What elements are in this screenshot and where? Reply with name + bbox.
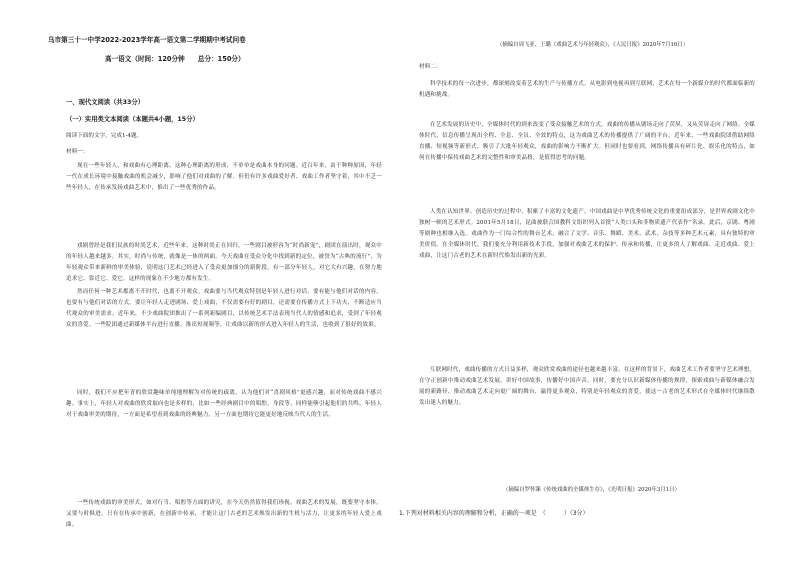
paragraph: 戏剧曾经是我们民族的时尚艺术，近些年来，这种时尚正在回归，一些剧目被形容为“时尚新宠”，剧团在演出时，观众中的年轻人越来越多。其实，时尚与传统，就像是一体的两面。今天戏曲在受众分化中找到新的定位，被誉为“古典的流行”，为年轻观众带来新鲜的审美体验，说明这门艺术已经进入了受众更加细分的新阶段，有一部分年轻人，对它大有兴趣，在努力地追求它、靠近它、爱它，这样的现象在不少地方都有发生。 xyxy=(66,243,382,283)
paragraph: 现在一些年轻人，和戏曲有心理距离。这种心理距离的形成，不单单是戏曲本身的问题。近百年来，由于种种原因，年轻一代在成长环境中接触戏曲的机会减少，影响了他们对戏曲的了解。但仍有许多戏曲爱好者、戏曲工作者坚守着，其中不乏一些年轻人，在传承发扬戏曲艺术中，推出了一些优秀的作品。 xyxy=(66,163,382,192)
source-citation: （摘编自罗怀臻《传统戏曲的全媒体生存》，《光明日报》2020年3月1日） xyxy=(503,487,680,493)
section-heading: 一、现代文阅读（共33分） xyxy=(66,99,145,106)
instruction-text: 阅读下面的文字，完成1-4题。 xyxy=(66,133,143,139)
paragraph: 互联网时代，戏曲传播的方式日益多样，观众欣赏戏曲的途径也越来越丰富。在这样的背景下，戏曲艺术工作者要坚守艺术理想，在守正创新中推动戏曲艺术发展，讲好中国故事，传播好中国声音。同时，要充分认识新媒体传播的规律，探索戏曲与新媒体融合发展的新路径，推动戏曲艺术走向更广阔的舞台，赢得更多观众，特别是年轻观众的喜爱，使这一古老的艺术形式在全媒体时代继续散发出迷人的魅力。 xyxy=(419,367,755,407)
exam-subtitle: 高一语文（时间：120分钟 总分：150分） xyxy=(105,55,245,63)
question-1: 1.下列对材料相关内容的理解和分析，正确的一项是 （ ）（3分） xyxy=(399,510,589,517)
exam-title: 乌市第三十一中学2022-2023学年高一语文第二学期期中考试问卷 xyxy=(48,36,246,44)
material-label: 材料一： xyxy=(66,149,89,155)
paragraph: 科学技术的每一次进步，都深刻改变着艺术的生产与传播方式。从电影到电视再到互联网，艺术在每一个新媒介的时代都面临新的机遇和挑战。 xyxy=(419,81,755,99)
source-citation: （摘编自周飞亚、王璐《戏曲艺术与年轻观众》，《人民日报》2020年7月16日） xyxy=(497,42,689,48)
paragraph: 一些传统戏曲的审美形式，如对行当、唱腔等方面的讲究，在今天仍然值得我们珍视。戏曲艺术的发展，既要坚守本体，又要与时俱进。只有在传承中创新，在创新中传承，才能让这门古老的艺术焕发出新的生机与活力，让更多的年轻人爱上戏曲。 xyxy=(66,500,382,529)
paragraph: 同时，我们不应把年青的欣赏趣味单纯地理解为对传统的疏离，认为他们对“喜剧风格”更感兴趣，而对传统戏曲不感兴趣。事实上，年轻人对戏曲的欣赏取向也是多样的，比如一些经典剧目中的唱腔、身段等，同样能够引起他们的共鸣。年轻人对于戏曲审美的期待，一方面是希望看到戏曲的经典魅力，另一方面也期待它能更好地反映当代人的生活。 xyxy=(66,390,382,419)
paragraph: 人类在认知世界、创造历史的过程中，积累了丰富的文化遗产。中国戏曲是中华优秀传统文化的重要组成部分，是世界戏剧文化中独树一帜的艺术形式。2001年5月18日，昆曲被联合国教科文组织列入首批“人类口头和非物质遗产代表作”名录。此后，京剧、粤剧等剧种也相继入选。戏曲作为一门综合性的舞台艺术，融合了文学、音乐、舞蹈、美术、武术、杂技等多种艺术元素，具有独特的审美价值。在全媒体时代，我们要充分利用新技术手段，加强对戏曲艺术的保护、传承和传播，让更多的人了解戏曲、走近戏曲、爱上戏曲，让这门古老的艺术在新时代焕发出新的光彩。 xyxy=(419,209,755,260)
material-label: 材料二： xyxy=(419,64,442,70)
paragraph: 在艺术发展的历史中，全媒体时代的到来改变了受众接触艺术的方式，戏曲的传播从剧场走向了荧屏，又从荧屏走向了网络。全媒体时代，信息传播呈现出全程、全息、全员、全效的特点，这为戏曲艺术的传播提供了广阔的平台。近年来，一些戏曲院团借助网络直播、短视频等新形式，吸引了大批年轻观众，戏曲的影响力不断扩大。但同时也要看到，网络传播具有碎片化、娱乐化的特点，如何在传播中保持戏曲艺术的完整性和审美品格，是值得思考的问题。 xyxy=(419,122,755,162)
subsection-heading: （一）实用类文本阅读（本题共4小题，15分） xyxy=(66,116,199,123)
paragraph: 然而任何一种艺术都离不开时代，也离不开观众。戏曲要与当代观众特别是年轻人进行对话，要有能与他们对话的内容，也要有与他们对话的方式。要让年轻人走进剧场、爱上戏曲，不仅需要有好的剧目，还需要在传播方式上下功夫，不断适应当代观众的审美需求。近年来，不少戏曲院团推出了一系列新编剧目，以传统艺术手法表现当代人的情感和追求，受到了年轻观众的喜爱。一些院团通过新媒体平台进行直播、推出短视频等，让戏曲以新的形式进入年轻人的生活，也收到了很好的效果。 xyxy=(66,289,382,329)
